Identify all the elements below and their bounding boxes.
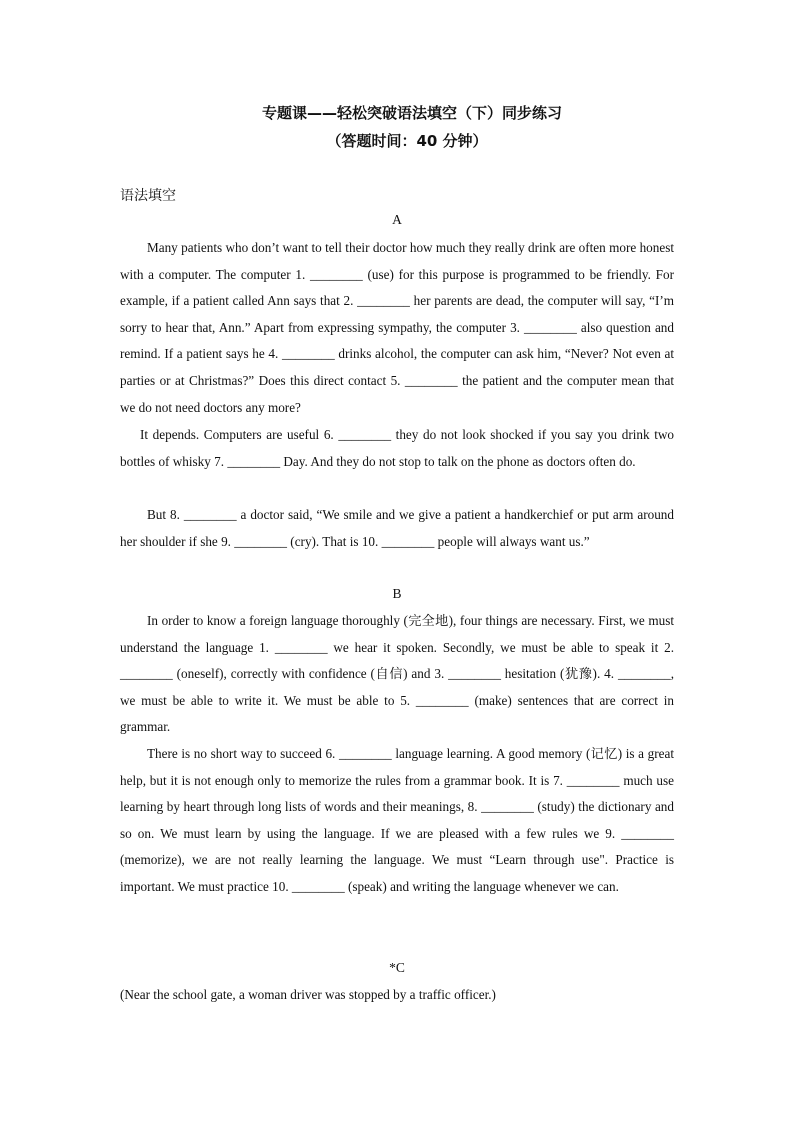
passage-a-paragraph-1: Many patients who don’t want to tell their doctor how much they really drink are often more honest with a computer. The computer 1. ________ (use) for this purpose is programmed to be friendly. For example, if a patient called Ann says that 2. ________ her parents are dead, the computer will say, “I’m sorry to hear that, Ann.” Apart from expressing sympathy, the computer 3. ________ also question and remind. If a patient says he 4. ________ drinks alcohol, the computer can ask him, “Never? Not even at parties or at Christmas?” Does this direct contact 5. ________ the patient and the computer mean that we do not need doctors any more? xyxy=(120,240,674,415)
passage-a-paragraph-3: But 8. ________ a doctor said, “We smile and we give a patient a handkerchief or put arm around her shoulder if she 9. ________ (cry). That is 10. ________ people will always want us.” xyxy=(120,507,674,549)
passage-c-label: *C xyxy=(389,960,405,975)
page-title: 专题课——轻松突破语法填空（下）同步练习 xyxy=(261,104,562,122)
passage-b-label: B xyxy=(392,586,402,601)
passage-b-paragraph-2: There is no short way to succeed 6. ________ language learning. A good memory (记忆) is a great help, but it is not enough only to memorize the rules from a grammar book. It is 7. ________ much use learning by heart through long lists of words and their meanings, 8. ________ (study) the dictionary and so on. We must learn by using the language. If we are pleased with a few rules we 9. ________ (memorize), we are not really learning the language. We must “Learn through use". Practice is important. We must practice 10. ________ (speak) and writing the language whenever we can. xyxy=(120,746,674,894)
passage-b-paragraph-1: In order to know a foreign language thoroughly (完全地), four things are necessary. First, we must understand the language 1. ________ we hear it spoken. Secondly, we must be able to speak it 2. ________ (oneself), correctly with confidence (自信) and 3. ________ hesitation (犹豫). 4. ________, we must be able to write it. We must be able to 5. ________ (make) sentences that are correct in grammar. xyxy=(120,613,674,735)
passage-a-paragraph-2: It depends. Computers are useful 6. ________ they do not look shocked if you say you drink two bottles of whisky 7. ________ Day. And they do not stop to talk on the phone as doctors often do. xyxy=(120,427,674,469)
page-subtitle: （答题时间：40 分钟） xyxy=(326,132,488,150)
passage-a-label: A xyxy=(392,212,402,227)
section-label: 语法填空 xyxy=(120,188,176,204)
passage-c-intro: (Near the school gate, a woman driver was stopped by a traffic officer.) xyxy=(120,987,496,1002)
